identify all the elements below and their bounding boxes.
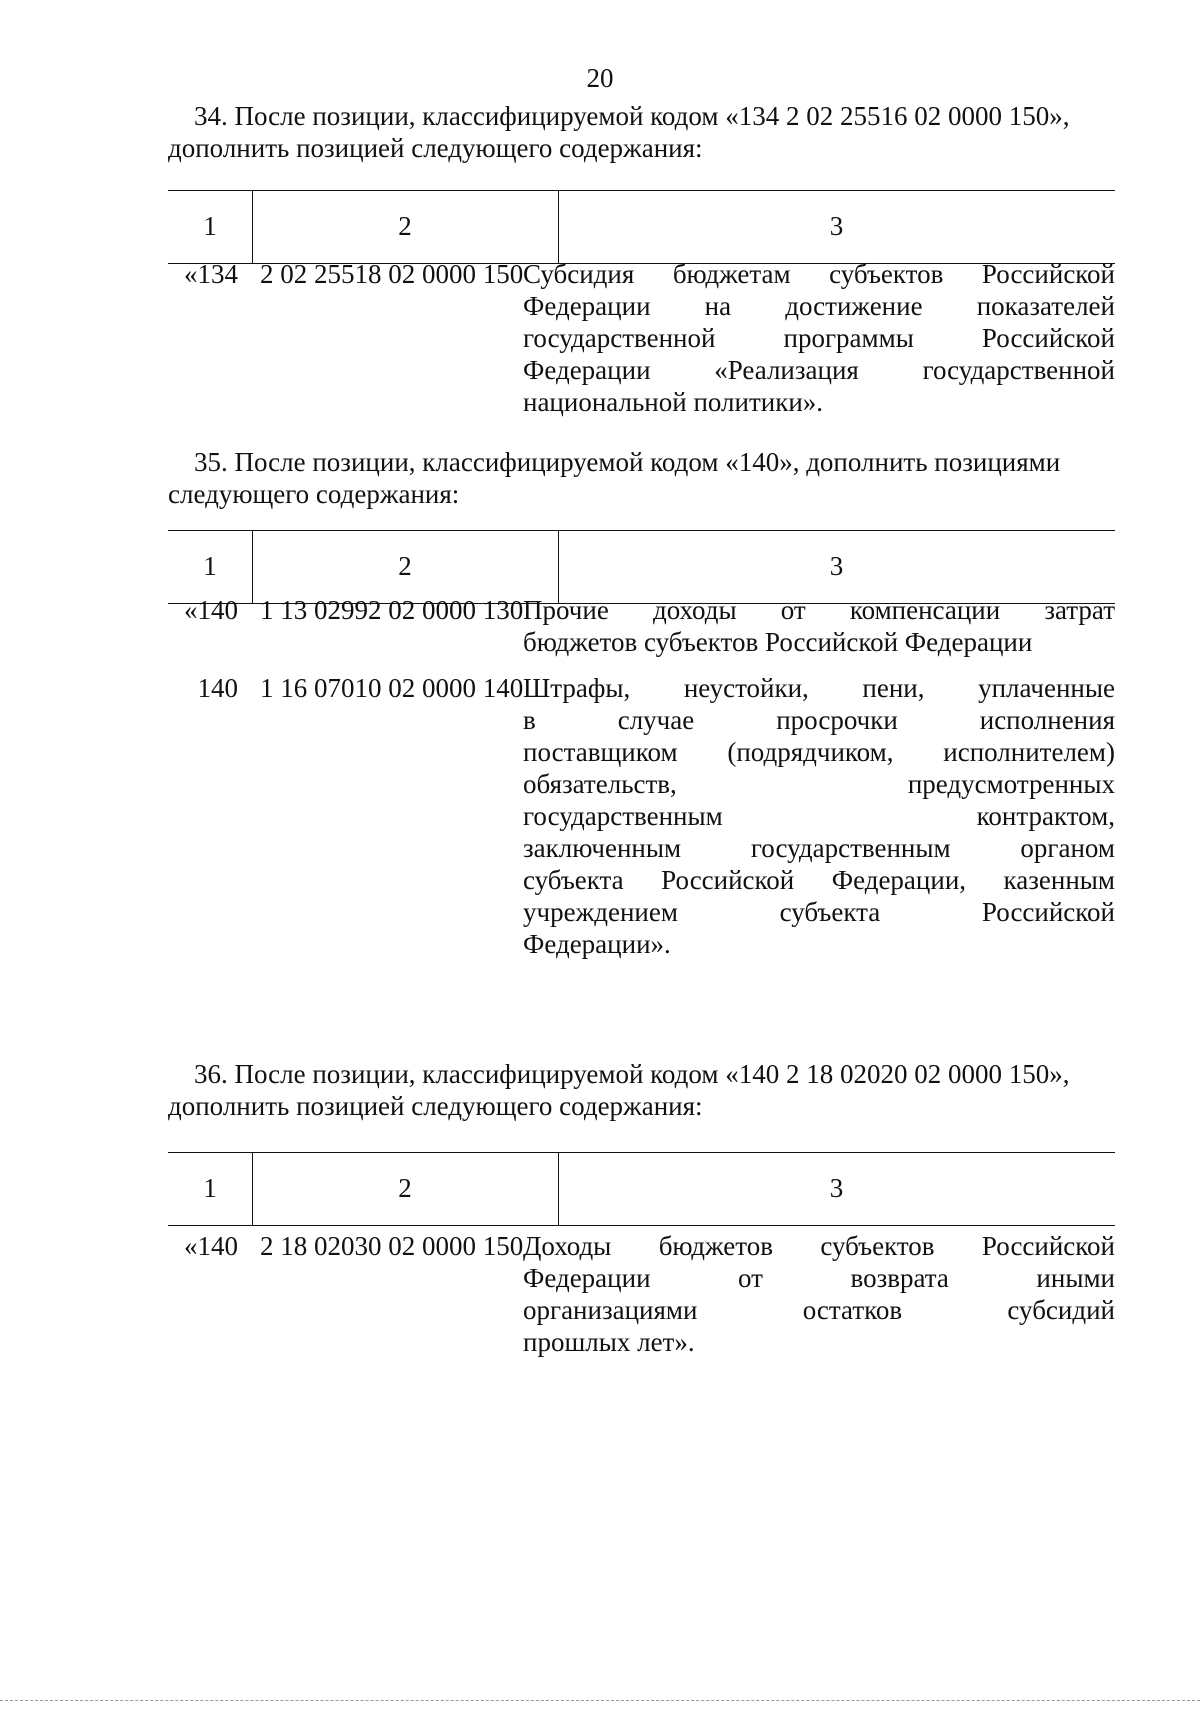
description-line: Штрафы, неустойки, пени, уплаченные: [523, 673, 1115, 703]
description-line: обязательств, предусмотренных: [523, 769, 1115, 799]
description-line: в случае просрочки исполнения: [523, 705, 1115, 735]
description-line: учреждением субъекта Российской: [523, 897, 1115, 927]
description-line: бюджетов субъектов Российской Федерации: [523, 627, 1033, 657]
description-line: организациями остатков субсидий: [523, 1295, 1115, 1325]
column-header-3: 3: [829, 551, 844, 581]
description-line: Федерации «Реализация государственной: [523, 355, 1115, 385]
description-line: поставщиком (подрядчиком, исполнителем): [523, 737, 1115, 767]
row-code-classification: 2 18 02030 02 0000 150: [260, 1231, 524, 1261]
row-description: [523, 594, 1115, 658]
intro-line: следующего содержания:: [168, 479, 460, 509]
page-number: 20: [586, 63, 614, 93]
description-line: прошлых лет».: [523, 1327, 695, 1357]
column-header-3: 3: [829, 1173, 844, 1203]
intro-line: 35. После позиции, классифицируемой кодом «140», дополнить позициями: [194, 447, 1061, 477]
description-line: Федерации».: [523, 929, 671, 959]
section-34-intro: [168, 100, 1118, 164]
description-line: Доходы бюджетов субъектов Российской: [523, 1231, 1115, 1261]
description-line: заключенным государственным органом: [523, 833, 1115, 863]
row-description: [523, 1230, 1115, 1358]
row-description: [523, 258, 1115, 418]
section-35-intro: [168, 446, 1118, 510]
description-line: Субсидия бюджетам субъектов Российской: [523, 259, 1115, 289]
intro-line: дополнить позицией следующего содержания:: [168, 133, 703, 163]
intro-line: 34. После позиции, классифицируемой кодом «134 2 02 25516 02 0000 150»,: [194, 101, 1070, 131]
row-code-admin: «140: [184, 1231, 238, 1261]
description-line: Прочие доходы от компенсации затрат: [523, 595, 1115, 625]
column-header-2: 2: [398, 211, 412, 241]
row-code-classification: 1 16 07010 02 0000 140: [260, 673, 524, 703]
intro-line: 36. После позиции, классифицируемой кодом «140 2 18 02020 02 0000 150»,: [194, 1059, 1070, 1089]
row-code-admin: «140: [184, 595, 238, 625]
row-code-classification: 1 13 02992 02 0000 130: [260, 595, 524, 625]
row-code-classification: 2 02 25518 02 0000 150: [260, 259, 524, 289]
column-header-2: 2: [398, 1173, 412, 1203]
section-36-intro: [168, 1058, 1118, 1122]
page-bottom-edge: [0, 1700, 1200, 1702]
column-header-1: 1: [203, 211, 217, 241]
table-header: [168, 1152, 1115, 1226]
column-header-3: 3: [829, 211, 844, 241]
description-line: Федерации от возврата иными: [523, 1263, 1115, 1293]
description-line: Федерации на достижение показателей: [523, 291, 1115, 321]
table-header: [168, 190, 1115, 264]
row-description: [523, 672, 1115, 960]
column-header-1: 1: [203, 551, 217, 581]
description-line: государственной программы Российской: [523, 323, 1115, 353]
row-code-admin: «134: [184, 259, 238, 289]
description-line: национальной политики».: [523, 387, 824, 417]
table-header: [168, 530, 1115, 604]
row-code-admin: 140: [197, 673, 238, 703]
description-line: субъекта Российской Федерации, казенным: [523, 865, 1115, 895]
column-header-1: 1: [203, 1173, 217, 1203]
column-header-2: 2: [398, 551, 412, 581]
intro-line: дополнить позицией следующего содержания:: [168, 1091, 703, 1121]
description-line: государственным контрактом,: [523, 801, 1115, 831]
